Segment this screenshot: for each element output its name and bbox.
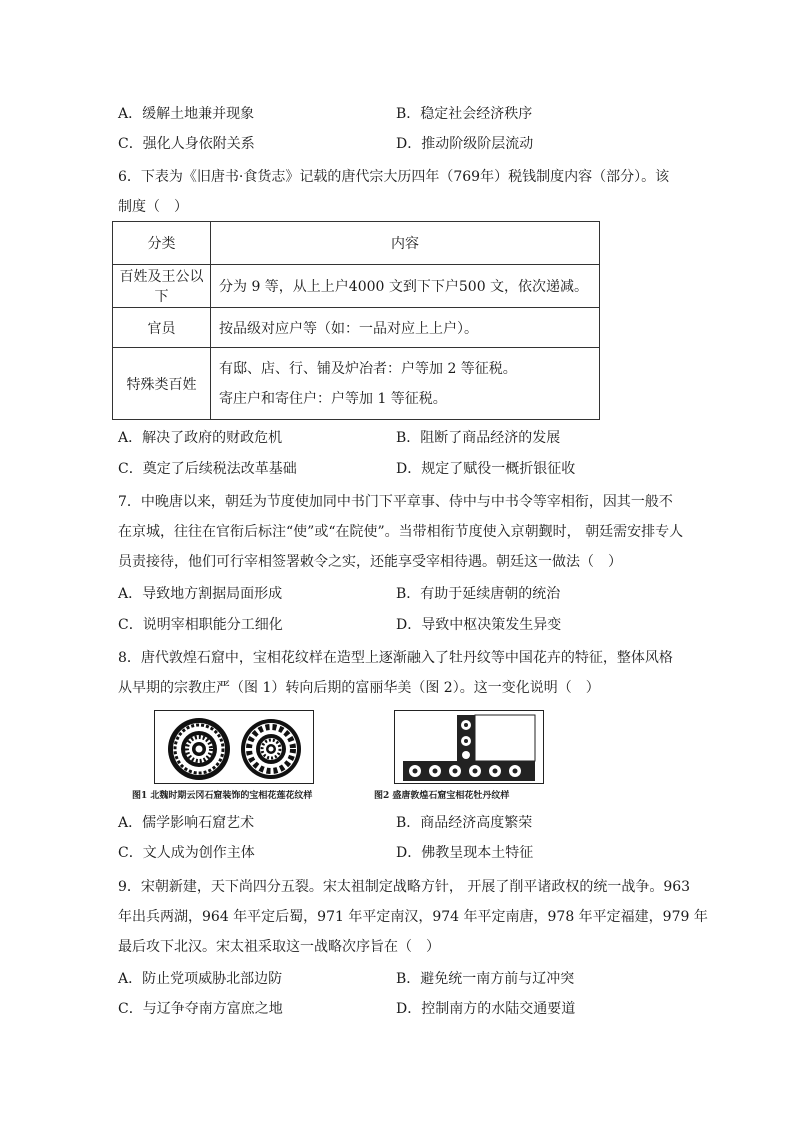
q6-option-c[interactable]: C．奠定了后续税法改革基础 xyxy=(118,461,297,477)
q7-stem-line-3: 员责接待，他们可行宰相签署敕令之实，还能享受宰相待遇。朝廷这一做法（ ） xyxy=(118,554,622,570)
q7-stem xyxy=(118,487,684,577)
figure-1-caption: 图1 北魏时期云冈石窟装饰的宝相花莲花纹样 xyxy=(132,791,313,801)
q6-stem-line-2: 制度（ ） xyxy=(118,199,188,215)
q6-stem xyxy=(118,162,678,222)
q8-option-c[interactable]: C．文人成为创作主体 xyxy=(118,845,255,861)
lotus-medallion-icon xyxy=(155,711,313,783)
q8-option-d[interactable]: D．佛教呈现本土特征 xyxy=(396,845,534,861)
q5-option-c[interactable]: C．强化人身依附关系 xyxy=(118,136,255,152)
q6-option-a[interactable]: A．解决了政府的财政危机 xyxy=(118,430,283,446)
figure-1-lotus-pattern xyxy=(154,710,314,784)
q8-option-b[interactable]: B．商品经济高度繁荣 xyxy=(396,815,533,831)
q5-option-b[interactable]: B．稳定社会经济秩序 xyxy=(396,106,533,122)
q7-option-a[interactable]: A．导致地方割据局面形成 xyxy=(118,586,283,602)
row-category: 百姓及王公以下 xyxy=(113,265,211,308)
row-content: 按品级对应户等（如：一品对应上上户）。 xyxy=(211,308,600,348)
q9-options-row-1 xyxy=(118,968,678,990)
row-category: 特殊类百姓 xyxy=(113,348,211,420)
row-category: 官员 xyxy=(113,308,211,348)
row-content-line-1: 有邸、店、行、铺及炉冶者：户等加 2 等征税。 xyxy=(219,360,517,377)
table-row xyxy=(113,348,600,420)
table-row xyxy=(113,308,600,348)
row-content-line-2: 寄庄户和寄住户：户等加 1 等征税。 xyxy=(219,390,447,407)
q5-options-row-1 xyxy=(118,103,678,125)
q7-stem-line-2: 在京城，往往在官衔后标注“使”或“在院使”。当带相衔节度使入京朝觐时， 朝廷需安排专人 xyxy=(118,524,684,540)
q9-option-a[interactable]: A．防止党项威胁北部边防 xyxy=(118,971,283,987)
peony-border-icon xyxy=(395,711,543,783)
figure-2-caption: 图2 盛唐敦煌石窟宝相花牡丹纹样 xyxy=(374,791,510,801)
q8-stem-line-1: 8．唐代敦煌石窟中，宝相花纹样在造型上逐渐融入了牡丹纹等中国花卉的特征，整体风格 xyxy=(118,650,673,666)
q9-stem-line-2: 年出兵两湖，964 年平定后蜀，971 年平定南汉，974 年平定南唐，978 年平定福建，979 年 xyxy=(118,909,708,925)
q8-option-a[interactable]: A．儒学影响石窟艺术 xyxy=(118,815,255,831)
q6-option-b[interactable]: B．阻断了商品经济的发展 xyxy=(396,430,561,446)
q5-option-a[interactable]: A．缓解土地兼并现象 xyxy=(118,106,255,122)
q8-options-row-1 xyxy=(118,812,678,834)
figure-2-peony-pattern xyxy=(394,710,544,784)
q6-options-row-1 xyxy=(118,427,678,449)
header-category: 分类 xyxy=(113,222,211,265)
q7-options-row-1 xyxy=(118,583,678,605)
q8-stem-line-2: 从早期的宗教庄严（图 1）转向后期的富丽华美（图 2）。这一变化说明（ ） xyxy=(118,680,600,696)
q9-stem-line-3: 最后攻下北汉。宋太祖采取这一战略次序旨在（ ） xyxy=(118,939,440,955)
tax-table xyxy=(112,221,600,420)
tax-table-header xyxy=(113,222,600,265)
q6-option-d[interactable]: D．规定了赋役一概折银征收 xyxy=(396,461,576,477)
q8-figures xyxy=(132,708,562,804)
q9-stem xyxy=(118,872,708,962)
q7-option-b[interactable]: B．有助于延续唐朝的统治 xyxy=(396,586,561,602)
row-content: 分为 9 等，从上上户4000 文到下下户500 文，依次递减。 xyxy=(211,265,600,308)
q6-stem-line-1: 6．下表为《旧唐书·食货志》记载的唐代宗大历四年（769年）税钱制度内容（部分）。该 xyxy=(118,169,670,185)
q7-options-row-2 xyxy=(118,614,678,636)
q6-options-row-2 xyxy=(118,458,678,480)
table-row xyxy=(113,265,600,308)
q7-option-c[interactable]: C．说明宰相职能分工细化 xyxy=(118,617,283,633)
q5-options-row-2 xyxy=(118,133,678,155)
q8-options-row-2 xyxy=(118,842,678,864)
q8-stem xyxy=(118,643,678,703)
q7-stem-line-1: 7．中晚唐以来，朝廷为节度使加同中书门下平章事、侍中与中书令等宰相衔，因其一般不 xyxy=(118,494,673,510)
q9-options-row-2 xyxy=(118,998,678,1020)
q9-option-d[interactable]: D．控制南方的水陆交通要道 xyxy=(396,1001,576,1017)
q5-option-d[interactable]: D．推动阶级阶层流动 xyxy=(396,136,534,152)
q9-option-c[interactable]: C．与辽争夺南方富庶之地 xyxy=(118,1001,283,1017)
q9-option-b[interactable]: B．避免统一南方前与辽冲突 xyxy=(396,971,575,987)
q9-stem-line-1: 9．宋朝新建，天下尚四分五裂。宋太祖制定战略方针， 开展了削平诸政权的统一战争。963 xyxy=(118,879,691,895)
q7-option-d[interactable]: D．导致中枢决策发生异变 xyxy=(396,617,562,633)
header-content: 内容 xyxy=(211,222,600,265)
